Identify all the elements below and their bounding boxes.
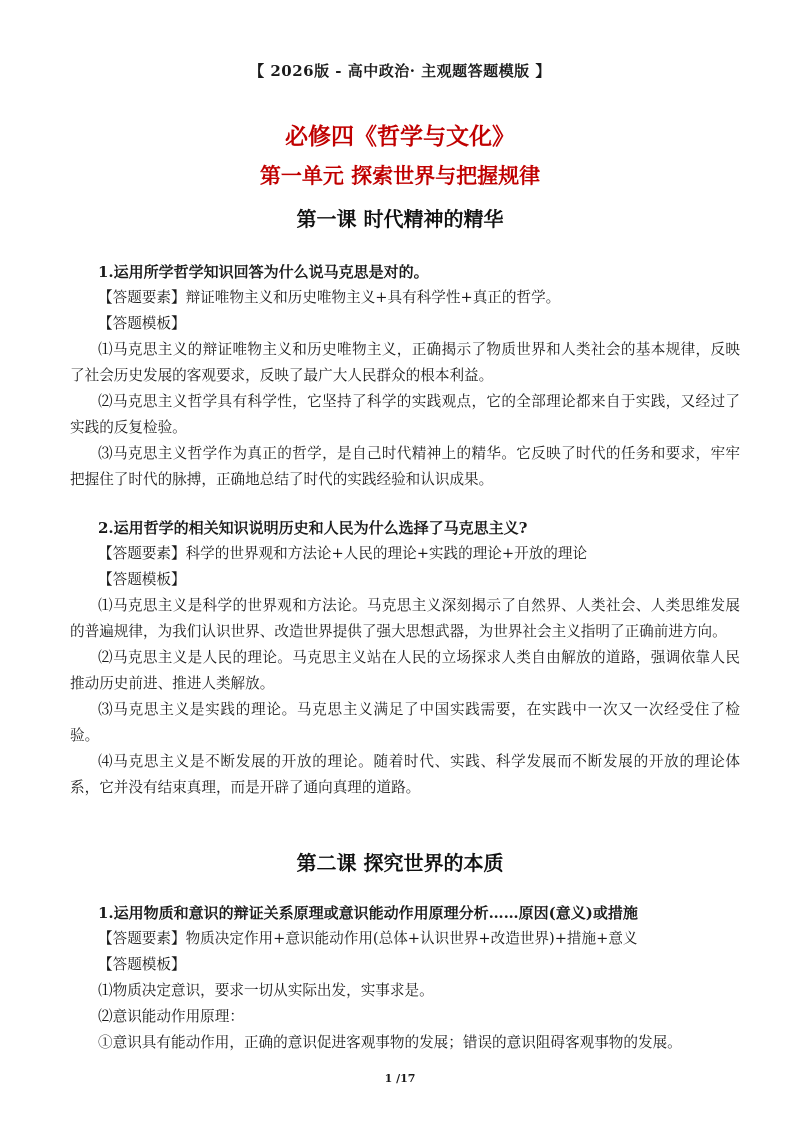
template-label: 【答题模板】: [98, 315, 186, 332]
book-title: 必修四《哲学与文化》: [285, 123, 515, 150]
answer-paragraph: ⑷马克思主义是不断发展的开放的理论。随着时代、实践、科学发展而不断发展的开放的理论体系，它并没有结束真理，而是开辟了通向真理的道路。: [70, 753, 740, 796]
question-block: [70, 259, 740, 493]
answer-elements: 【答题要素】物质决定作用+意识能动作用(总体+认识世界+改造世界)+措施+意义: [98, 930, 638, 947]
template-label: 【答题模板】: [98, 956, 186, 973]
answer-paragraph: ⑴马克思主义是科学的世界观和方法论。马克思主义深刻揭示了自然界、人类社会、人类思维发展的普遍规律，为我们认识世界、改造世界提供了强大思想武器，为世界社会主义指明了正确前进方向。: [70, 597, 740, 640]
lesson-title: 第二课 探究世界的本质: [296, 851, 504, 875]
answer-paragraph: ⑴马克思主义的辩证唯物主义和历史唯物主义，正确揭示了物质世界和人类社会的基本规律，反映了社会历史发展的客观要求，反映了最广大人民群众的根本利益。: [70, 341, 740, 384]
question-title: 1.运用物质和意识的辩证关系原理或意识能动作用原理分析……原因(意义)或措施: [98, 904, 638, 922]
answer-paragraph: ⑵马克思主义哲学具有科学性，它坚持了科学的实践观点，它的全部理论都来自于实践，又经过了实践的反复检验。: [70, 393, 740, 436]
lesson-title: 第一课 时代精神的精华: [296, 207, 504, 231]
answer-paragraph: ①意识具有能动作用，正确的意识促进客观事物的发展；错误的意识阻碍客观事物的发展。: [98, 1034, 682, 1051]
answer-paragraph: ⑶马克思主义哲学作为真正的哲学，是自己时代精神上的精华。它反映了时代的任务和要求，牢牢把握住了时代的脉搏，正确地总结了时代的实践经验和认识成果。: [70, 445, 740, 488]
answer-elements: 【答题要素】辩证唯物主义和历史唯物主义+具有科学性+真正的哲学。: [98, 289, 561, 306]
answer-paragraph: ⑶马克思主义是实践的理论。马克思主义满足了中国实践需要，在实践中一次又一次经受住了检验。: [70, 701, 740, 744]
answer-paragraph: ⑴物质决定意识，要求一切从实际出发，实事求是。: [98, 982, 434, 999]
question-title: 1.运用所学哲学知识回答为什么说马克思是对的。: [98, 263, 429, 281]
question-block: [70, 900, 740, 1056]
answer-paragraph: ⑵马克思主义是人民的理论。马克思主义站在人民的立场探求人类自由解放的道路，强调依靠人民推动历史前进、推进人类解放。: [70, 649, 740, 692]
question-title: 2.运用哲学的相关知识说明历史和人民为什么选择了马克思主义?: [98, 519, 528, 537]
page-number: 1 /17: [384, 1072, 416, 1085]
answer-paragraph: ⑵意识能动作用原理：: [98, 1008, 244, 1025]
template-label: 【答题模板】: [98, 571, 186, 588]
unit-title: 第一单元 探索世界与把握规律: [259, 163, 541, 188]
document-header: 【 2026版 - 高中政治· 主观题答题模版 】: [249, 62, 551, 80]
question-block: [70, 515, 740, 801]
answer-elements: 【答题要素】科学的世界观和方法论+人民的理论+实践的理论+开放的理论: [98, 545, 588, 562]
